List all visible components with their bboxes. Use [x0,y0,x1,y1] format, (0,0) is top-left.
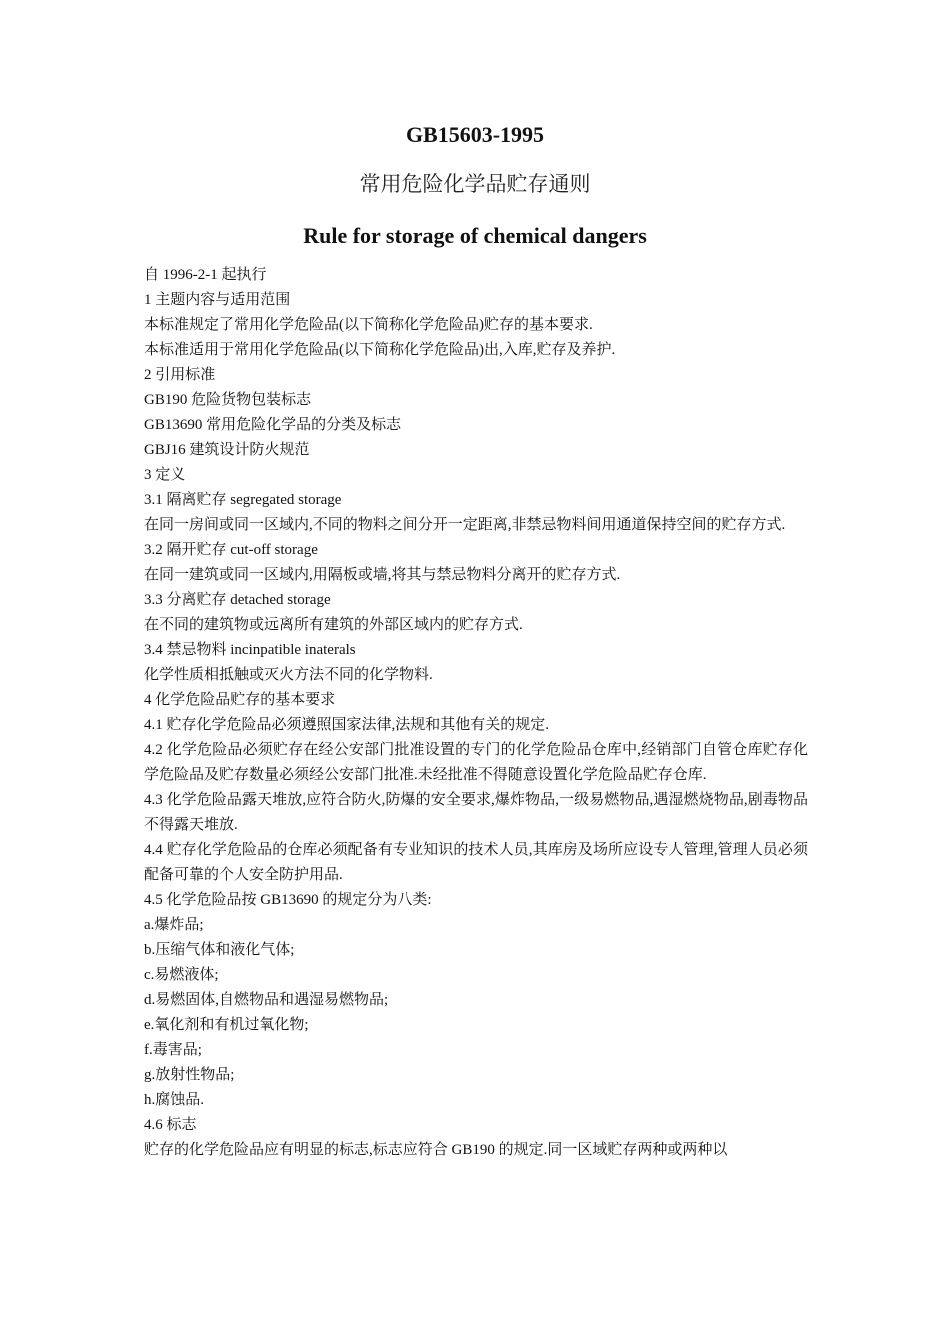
class-f-item: f.毒害品; [144,1042,202,1058]
clause-4-6-heading: 4.6 标志 [144,1117,197,1133]
section-1-paragraph-1: 本标准规定了常用化学危险品(以下简称化学危险品)贮存的基本要求. [144,317,593,333]
section-1-paragraph-2: 本标准适用于常用化学危险品(以下简称化学危险品)出,入库,贮存及养护. [144,342,616,358]
class-c-item: c.易燃液体; [144,967,219,983]
definition-3-4-text: 化学性质相抵触或灭火方法不同的化学物料. [144,667,433,683]
definition-3-1-heading: 3.1 隔离贮存 segregated storage [144,492,342,508]
section-4-heading: 4 化学危险品贮存的基本要求 [144,692,336,708]
clause-4-3: 4.3 化学危险品露天堆放,应符合防火,防爆的安全要求,爆炸物品,一级易燃物品,遇湿燃烧物品,剧毒物品不得露天堆放. [144,792,808,833]
class-a-item: a.爆炸品; [144,917,204,933]
reference-gb13690: GB13690 常用危险化学品的分类及标志 [144,417,402,433]
section-1-heading: 1 主题内容与适用范围 [144,292,291,308]
clause-4-4: 4.4 贮存化学危险品的仓库必须配备有专业知识的技术人员,其库房及场所应设专人管理,管理人员必须配备可靠的个人安全防护用品. [144,842,808,883]
title-english: Rule for storage of chemical dangers [303,223,647,248]
section-3-heading: 3 定义 [144,467,186,483]
effective-date: 自 1996-2-1 起执行 [144,267,267,283]
clause-4-1: 4.1 贮存化学危险品必须遵照国家法律,法规和其他有关的规定. [144,717,550,733]
document-body [144,263,808,1163]
reference-gb190: GB190 危险货物包装标志 [144,392,312,408]
reference-gbj16: GBJ16 建筑设计防火规范 [144,442,310,458]
title-chinese: 常用危险化学品贮存通则 [359,172,591,196]
clause-4-2: 4.2 化学危险品必须贮存在经公安部门批准设置的专门的化学危险品仓库中,经销部门自管仓库贮存化学危险品及贮存数量必须经公安部门批准.未经批准不得随意设置化学危险品贮存仓库. [144,742,808,783]
class-g-item: g.放射性物品; [144,1067,235,1083]
class-b-item: b.压缩气体和液化气体; [144,942,295,958]
clause-4-6-text: 贮存的化学危险品应有明显的标志,标志应符合 GB190 的规定.同一区域贮存两种或两种以 [144,1142,728,1158]
clause-4-5: 4.5 化学危险品按 GB13690 的规定分为八类: [144,892,432,908]
class-h-item: h.腐蚀品. [144,1092,205,1108]
section-2-heading: 2 引用标准 [144,367,216,383]
class-d-item: d.易燃固体,自燃物品和遇湿易燃物品; [144,992,389,1008]
definition-3-4-heading: 3.4 禁忌物料 incinpatible inaterals [144,642,356,658]
class-e-item: e.氧化剂和有机过氧化物; [144,1017,309,1033]
definition-3-3-text: 在不同的建筑物或远离所有建筑的外部区域内的贮存方式. [144,617,523,633]
definition-3-1-text: 在同一房间或同一区域内,不同的物料之间分开一定距离,非禁忌物料间用通道保持空间的贮存方式. [144,517,786,533]
definition-3-2-text: 在同一建筑或同一区域内,用隔板或墙,将其与禁忌物料分离开的贮存方式. [144,567,621,583]
definition-3-3-heading: 3.3 分离贮存 detached storage [144,592,331,608]
standard-code: GB15603-1995 [405,122,545,147]
definition-3-2-heading: 3.2 隔开贮存 cut-off storage [144,542,318,558]
